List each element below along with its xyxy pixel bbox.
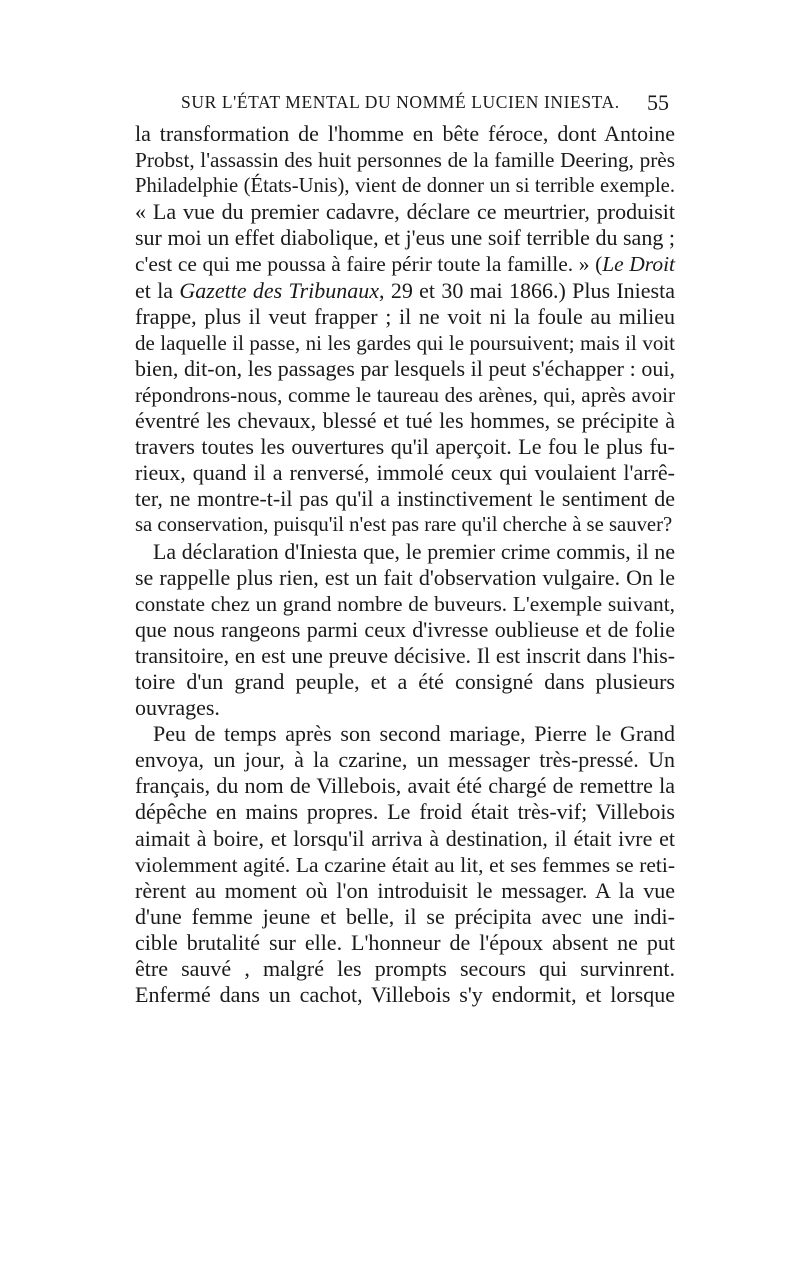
text-line-content: travers toutes les ouvertures qu'il aperçoit. Le fou le plus fu-: [135, 434, 675, 460]
text-line: [135, 695, 675, 721]
text-line-content: que nous rangeons parmi ceux d'ivresse oublieuse et de folie: [135, 616, 675, 642]
body-text: [135, 121, 675, 1008]
text-line-content: Enfermé dans un cachot, Villebois s'y endormit, et lorsque: [135, 982, 675, 1008]
text-line-content: être sauvé , malgré les prompts secours qui survinrent.: [135, 956, 675, 981]
text-line-content: c'est ce qui me poussa à faire périr toute la famille. » (: [135, 252, 603, 277]
text-line: [135, 199, 675, 225]
text-line-content: se rappelle plus rien, est un fait d'observation vulgaire. On le: [135, 564, 675, 590]
text-line-content: rèrent au moment où l'on introduisit le messager. A la vue: [135, 877, 675, 903]
text-line-content: de laquelle il passe, ni les gardes qui le poursuivent; mais il voit: [135, 330, 675, 355]
text-line-content: rieux, quand il a renversé, immolé ceux qui voulaient l'arrê-: [135, 460, 675, 486]
text-line-content: éventré les chevaux, blessé et tué les hommes, se précipite à: [135, 408, 675, 434]
text-line: [135, 852, 675, 878]
text-line: [135, 512, 675, 538]
page-number: 55: [647, 90, 669, 115]
text-line-content: bien, dit-on, les passages par lesquels il peut s'échapper : oui,: [135, 355, 675, 381]
text-line: [135, 773, 675, 799]
text-line: [135, 356, 675, 382]
text-line: [135, 330, 675, 356]
text-line: [135, 408, 675, 434]
text-line-content: frappe, plus il veut frapper ; il ne voit ni la foule au milieu: [135, 303, 675, 329]
running-header: [135, 92, 675, 118]
text-line-content: « La vue du premier cadavre, déclare ce meurtrier, produisit: [135, 199, 675, 225]
text-line-content: et la: [135, 277, 180, 303]
text-line-content: la transformation de l'homme en bête féroce, dont Antoine: [135, 121, 675, 146]
text-line: [135, 669, 675, 695]
text-line: [135, 826, 675, 852]
text-line-continuation: , 29 et 30 mai 1866.) Plus Iniesta: [379, 277, 675, 303]
text-line: [135, 721, 675, 747]
text-line: [135, 147, 675, 173]
text-line: [135, 251, 675, 277]
text-line: [135, 121, 675, 147]
text-line-content: ter, ne montre-t-il pas qu'il a instinctivement le sentiment de: [135, 486, 675, 512]
text-line-content: français, du nom de Villebois, avait été chargé de remettre la: [135, 773, 675, 799]
text-line-content: répondrons-nous, comme le taureau des arènes, qui, après avoir: [135, 382, 675, 407]
text-line: [135, 382, 675, 408]
text-line: [135, 904, 675, 930]
text-line: [135, 956, 675, 982]
text-line: [135, 643, 675, 669]
text-line: [135, 878, 675, 904]
text-line: [135, 225, 675, 251]
text-line: [135, 799, 675, 825]
text-line-content: envoya, un jour, à la czarine, un messager très-pressé. Un: [135, 747, 675, 773]
text-line-content: ouvrages.: [135, 695, 220, 721]
text-line-content: cible brutalité sur elle. L'honneur de l'époux absent ne put: [135, 929, 675, 955]
text-line-content: Philadelphie (États-Unis), vient de donner un si terrible exemple.: [135, 175, 675, 198]
text-line: [135, 486, 675, 512]
running-title: SUR L'ÉTAT MENTAL DU NOMMÉ LUCIEN INIESTA.: [181, 92, 620, 112]
text-line: [135, 591, 675, 617]
text-line-content: violemment agité. La czarine était au lit, et ses femmes se reti-: [135, 852, 675, 877]
text-line-content: transitoire, en est une preuve décisive. Il est inscrit dans l'his-: [135, 643, 675, 668]
text-line-content: sa conservation, puisqu'il n'est pas rare qu'il cherche à se sauver?: [135, 514, 673, 537]
text-line: [135, 982, 675, 1008]
text-line-content: d'une femme jeune et belle, il se précipita avec une indi-: [135, 903, 675, 929]
text-line: [135, 278, 675, 304]
text-line-content: Probst, l'assassin des huit personnes de la famille Deering, près: [135, 148, 675, 173]
italic-citation: Le Droit: [602, 252, 675, 277]
text-line-content: La déclaration d'Iniesta que, le premier crime commis, il ne: [153, 539, 675, 564]
text-line: [135, 747, 675, 773]
text-line: [135, 434, 675, 460]
text-line: [135, 173, 675, 199]
text-line: [135, 460, 675, 486]
text-line: [135, 930, 675, 956]
text-line: [135, 539, 675, 565]
text-line-content: aimait à boire, et lorsqu'il arriva à destination, il était ivre et: [135, 825, 675, 851]
text-line: [135, 565, 675, 591]
text-line-content: sur moi un effet diabolique, et j'eus une soif terrible du sang ;: [135, 225, 675, 251]
text-line: [135, 617, 675, 643]
text-line-content: toire d'un grand peuple, et a été consigné dans plusieurs: [135, 668, 675, 694]
italic-citation: Gazette des Tribunaux: [179, 277, 380, 303]
text-line-content: Peu de temps après son second mariage, Pierre le Grand: [153, 721, 675, 747]
text-line-content: constate chez un grand nombre de buveurs. L'exemple suivant,: [135, 591, 675, 616]
text-line: [135, 304, 675, 330]
text-line-content: dépêche en mains propres. Le froid était très-vif; Villebois: [135, 799, 675, 825]
